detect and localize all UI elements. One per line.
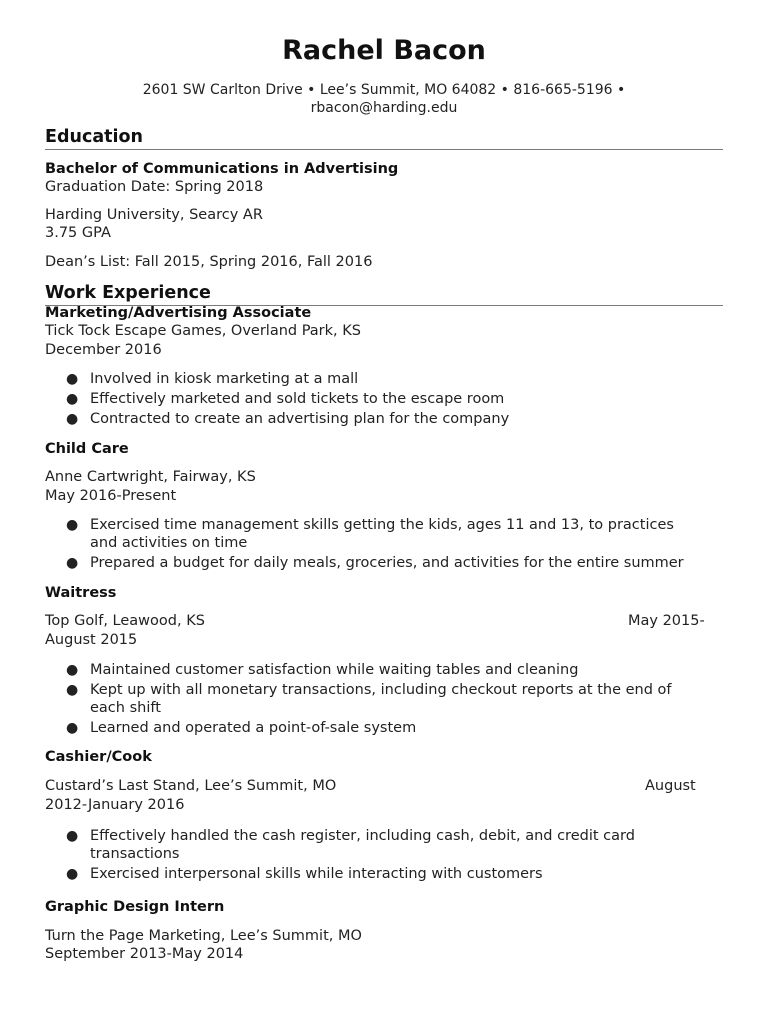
bullet-icon: ● [66, 828, 79, 844]
list-item: ● Learned and operated a point-of-sale system [66, 720, 417, 736]
job-title: Marketing/Advertising Associate [45, 305, 312, 321]
list-item: ● Effectively marketed and sold tickets to the escape room [66, 391, 505, 407]
job-bullets [45, 661, 725, 739]
job-employer: Tick Tock Escape Games, Overland Park, KS [45, 323, 361, 339]
degree: Bachelor of Communications in Advertising [45, 161, 399, 177]
job-dates: September 2013-May 2014 [45, 946, 244, 962]
education-heading: Education [45, 126, 723, 150]
gpa: 3.75 GPA [45, 225, 111, 241]
bullet-icon: ● [66, 682, 79, 698]
job-title: Graphic Design Intern [45, 899, 225, 915]
job-employer: Anne Cartwright, Fairway, KS [45, 469, 256, 485]
list-item: ● Maintained customer satisfaction while waiting tables and cleaning [66, 662, 579, 678]
job-employer: Top Golf, Leawood, KS [45, 613, 205, 629]
bullet-icon: ● [66, 720, 79, 736]
job-employer: Turn the Page Marketing, Lee’s Summit, MO [45, 928, 362, 944]
bullet-icon: ● [66, 866, 79, 882]
list-item: ● Effectively handled the cash register, including cash, debit, and credit card transactions [66, 828, 635, 862]
bullet-icon: ● [66, 662, 79, 678]
contact-email: rbacon@harding.edu [310, 100, 458, 116]
list-item: ● Exercised time management skills getting the kids, ages 11 and 13, to practices and activities on time [66, 517, 674, 551]
graduation-date: Graduation Date: Spring 2018 [45, 179, 264, 195]
contact-line-1: 2601 SW Carlton Drive • Lee’s Summit, MO 64082 • 816-665-5196 • [142, 82, 626, 98]
resume-name: Rachel Bacon [282, 35, 486, 66]
job-dates: 2012-January 2016 [45, 797, 185, 813]
job-dates-right: May 2015- [628, 613, 705, 629]
list-item: ● Kept up with all monetary transactions, including checkout reports at the end of each shift [66, 682, 672, 716]
contact-info [60, 81, 708, 117]
list-item: ● Involved in kiosk marketing at a mall [66, 371, 359, 387]
bullet-icon: ● [66, 371, 79, 387]
bullet-icon: ● [66, 391, 79, 407]
job-title: Child Care [45, 441, 129, 457]
job-bullets [45, 516, 725, 574]
job-title: Waitress [45, 585, 117, 601]
job-dates: December 2016 [45, 342, 162, 358]
job-employer: Custard’s Last Stand, Lee’s Summit, MO [45, 778, 337, 794]
bullet-icon: ● [66, 517, 79, 533]
list-item: ● Exercised interpersonal skills while interacting with customers [66, 866, 543, 882]
list-item: ● Contracted to create an advertising plan for the company [66, 411, 510, 427]
job-bullets [45, 370, 725, 430]
deans-list: Dean’s List: Fall 2015, Spring 2016, Fall 2016 [45, 254, 373, 270]
job-dates: August 2015 [45, 632, 138, 648]
school: Harding University, Searcy AR [45, 207, 263, 223]
job-dates-right: August [645, 778, 696, 794]
bullet-icon: ● [66, 555, 79, 571]
job-title: Cashier/Cook [45, 749, 152, 765]
list-item: ● Prepared a budget for daily meals, groceries, and activities for the entire summer [66, 555, 684, 571]
job-dates: May 2016-Present [45, 488, 177, 504]
bullet-icon: ● [66, 411, 79, 427]
work-experience-heading: Work Experience [45, 282, 723, 306]
job-bullets [45, 827, 725, 885]
